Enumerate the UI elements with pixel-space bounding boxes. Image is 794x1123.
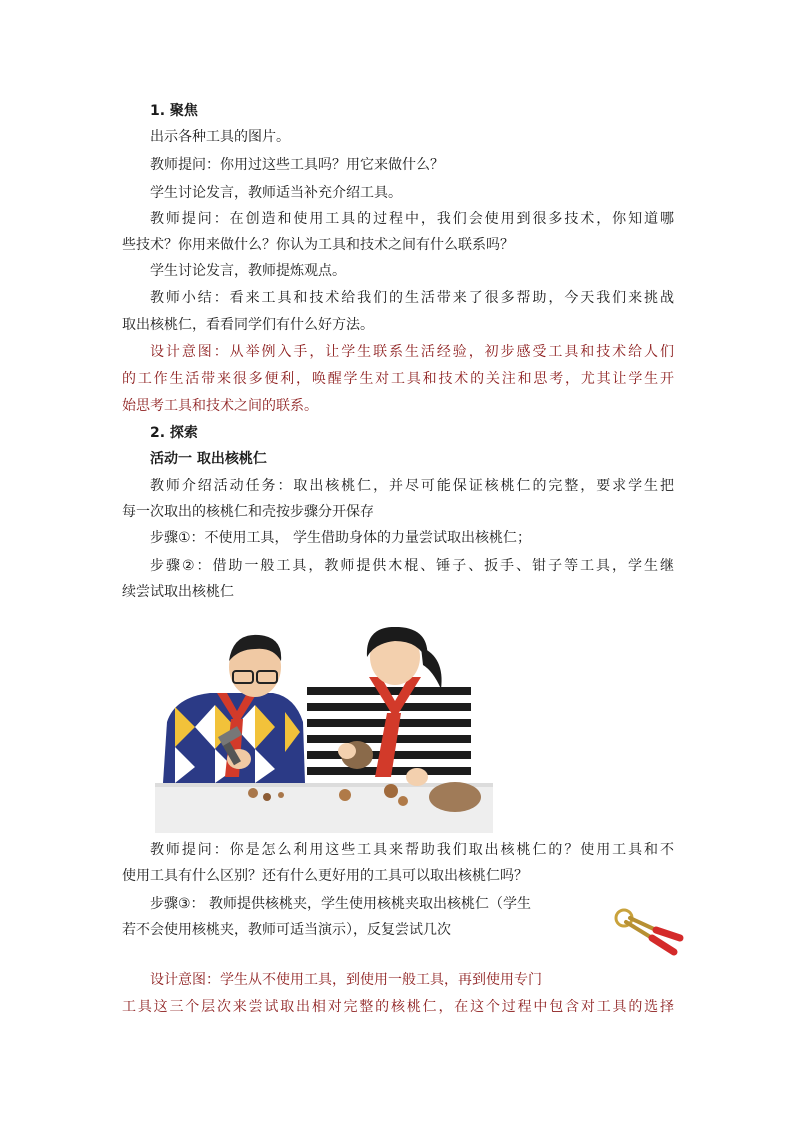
boy-figure: [163, 635, 305, 801]
paragraph-line: 教师提问：在创造和使用工具的过程中，我们会使用到很多技术，你知道哪: [150, 211, 674, 227]
step-2-line: 步骤②：借助一般工具，教师提供木棍、锤子、扳手、钳子等工具，学生继: [150, 558, 674, 574]
paragraph-line: 学生讨论发言，教师提炼观点。: [150, 263, 346, 279]
design-intent-line: 的工作生活带来很多便利，唤醒学生对工具和技术的关注和思考，尤其让学生开: [122, 371, 674, 387]
paragraph-line: 教师小结：看来工具和技术给我们的生活带来了很多帮助，今天我们来挑战: [150, 290, 674, 306]
paragraph-line: 取出核桃仁，看看同学们有什么好方法。: [122, 317, 374, 333]
paragraph-line: 教师提问：你是怎么利用这些工具来帮助我们取出核桃仁的？使用工具和不: [150, 842, 674, 858]
design-intent-line: 设计意图：学生从不使用工具，到使用一般工具，再到使用专门: [150, 972, 542, 988]
children-cracking-walnuts-photo: [155, 627, 493, 833]
paragraph-line: 若不会使用核桃夹，教师可适当演示），反复尝试几次: [122, 922, 451, 938]
section2-heading: 2. 探索: [150, 425, 198, 441]
step-3-line: 步骤③： 教师提供核桃夹，学生使用核桃夹取出核桃仁（学生: [150, 896, 531, 912]
paragraph-line: 出示各种工具的图片。: [150, 129, 290, 145]
paragraph-line: 些技术？你用来做什么？你认为工具和技术之间有什么联系吗？: [122, 237, 514, 253]
step-1-line: 步骤①：不使用工具， 学生借助身体的力量尝试取出核桃仁；: [150, 530, 531, 546]
activity-title: 活动一 取出核桃仁: [150, 451, 267, 467]
design-intent-line: 设计意图：从举例入手，让学生联系生活经验，初步感受工具和技术给人们: [150, 344, 674, 360]
design-intent-line: 工具这三个层次来尝试取出相对完整的核桃仁，在这个过程中包含对工具的选择: [122, 999, 674, 1015]
paragraph-line: 学生讨论发言，教师适当补充介绍工具。: [150, 185, 402, 201]
paragraph-line: 使用工具有什么区别？还有什么更好用的工具可以取出核桃仁吗？: [122, 868, 528, 884]
paragraph-line: 每一次取出的核桃仁和壳按步骤分开保存: [122, 504, 374, 520]
section1-heading: 1. 聚焦: [150, 103, 198, 119]
paragraph-line: 教师提问：你用过这些工具吗？用它来做什么？: [150, 157, 444, 173]
paragraph-line: 续尝试取出核桃仁: [122, 584, 234, 600]
design-intent-line: 始思考工具和技术之间的联系。: [122, 398, 318, 414]
nutcracker-icon: [612, 906, 686, 964]
paragraph-line: 教师介绍活动任务：取出核桃仁，并尽可能保证核桃仁的完整，要求学生把: [150, 478, 674, 494]
